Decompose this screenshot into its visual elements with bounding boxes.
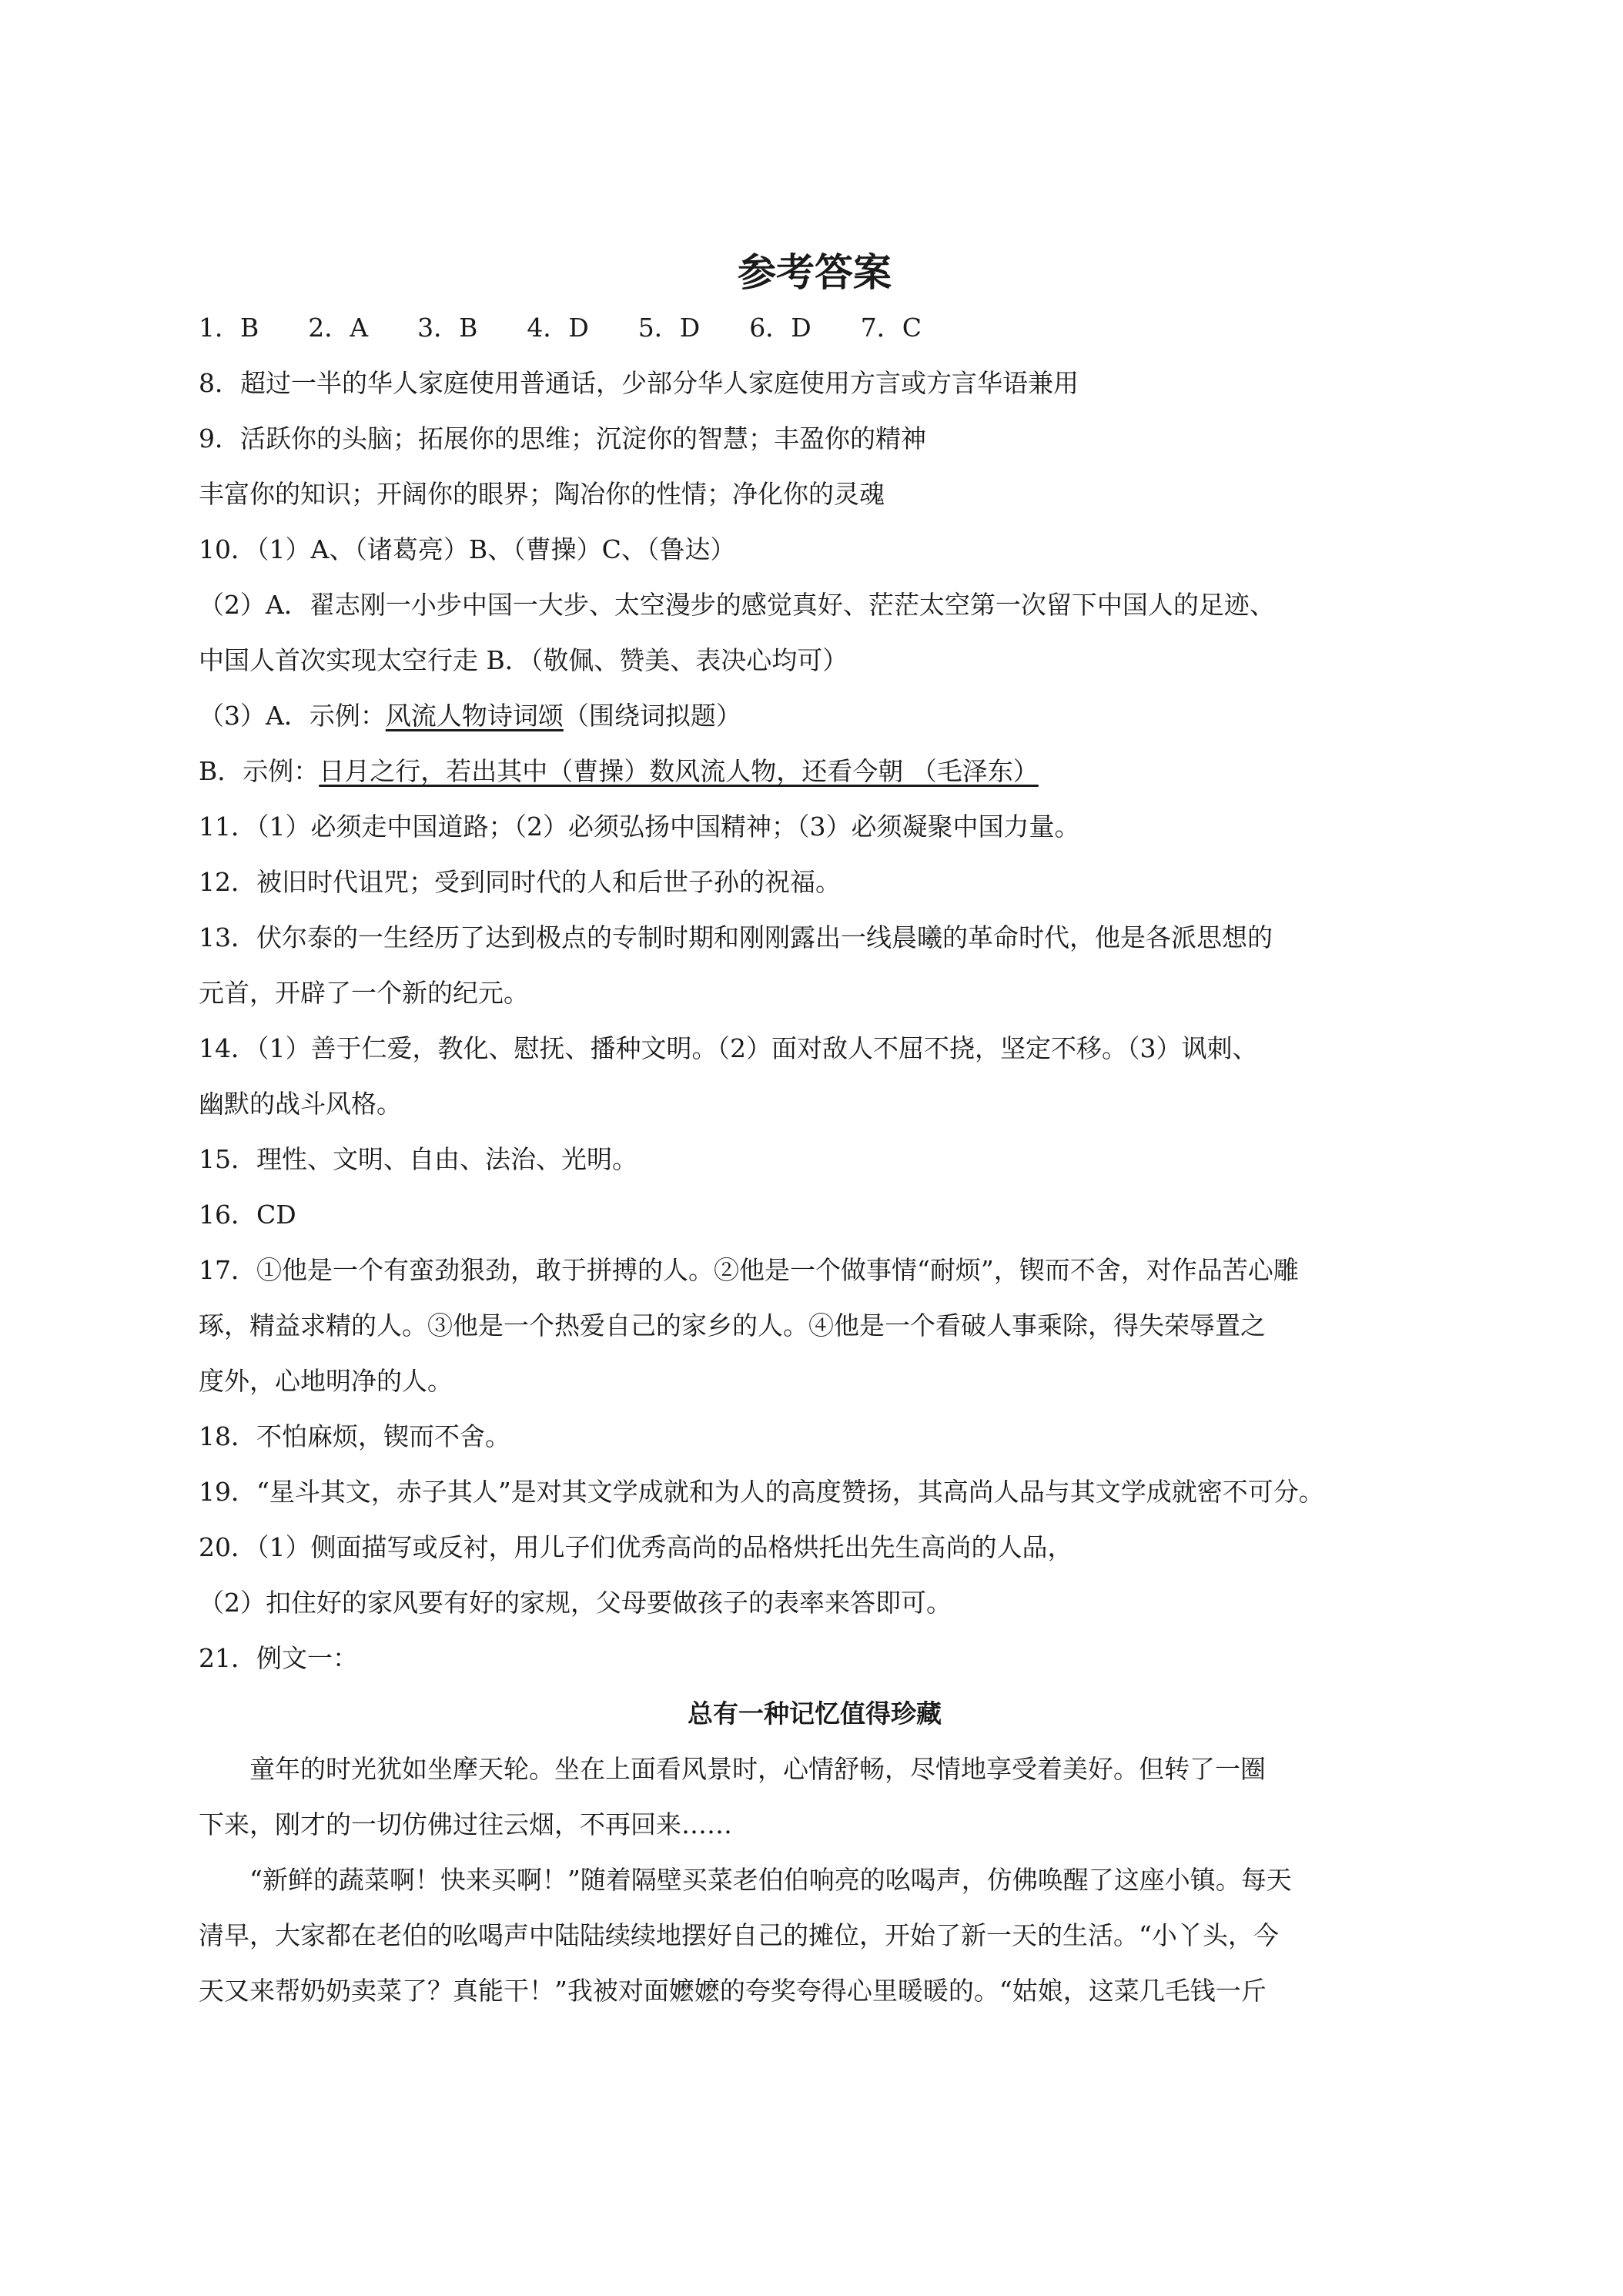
answer-3: 3．B [417, 313, 478, 343]
answer-13-line-1: 13．伏尔泰的一生经历了达到极点的专制时期和刚刚露出一线晨曦的革命时代，他是各派思想的 [199, 922, 1273, 952]
answer-10-part-3a-example: 风流人物诗词颂 [385, 701, 564, 731]
answer-10-part-1: 10．（1）A、（诸葛亮）B、（曹操）C、（鲁达） [199, 534, 736, 564]
answer-17-line-2: 琢，精益求精的人。③他是一个热爱自己的家乡的人。④他是一个看破人事乘除，得失荣辱置之 [199, 1310, 1266, 1340]
answer-21-heading: 21．例文一： [199, 1643, 358, 1673]
answer-15: 15．理性、文明、自由、法治、光明。 [199, 1144, 637, 1174]
essay-paragraph-2-line-1: “新鲜的蔬菜啊！快来买啊！”随着隔壁买菜老伯伯响亮的吆喝声，仿佛唤醒了这座小镇。每天 [249, 1865, 1292, 1895]
answer-10-part-3a [199, 688, 1431, 744]
essay-title: 总有一种记忆值得珍藏 [688, 1699, 942, 1729]
answer-10-part-2-line-1: （2）A．翟志刚一小步中国一大步、太空漫步的感觉真好、茫茫太空第一次留下中国人的足迹、 [199, 590, 1275, 620]
essay-paragraph-1-line-2: 下来，刚才的一切仿佛过往云烟，不再回来…… [199, 1809, 732, 1839]
page-title: 参考答案 [738, 249, 892, 295]
answer-sheet [199, 245, 1431, 2019]
answer-10-part-3b-example: 日月之行，若出其中（曹操）数风流人物，还看今朝 （毛泽东） [319, 756, 1039, 786]
answer-10-part-2-line-2: 中国人首次实现太空行走 B．（敬佩、赞美、表决心均可） [199, 645, 848, 675]
answer-14-line-1: 14．（1）善于仁爱，教化、慰抚、播种文明。（2）面对敌人不屈不挠，坚定不移。（3）讽刺、 [199, 1033, 1258, 1063]
essay-paragraph-2-line-3: 天又来帮奶奶卖菜了？真能干！”我被对面嬷嬷的夸奖夸得心里暖暖的。“姑娘，这菜几毛钱一斤 [199, 1976, 1267, 2006]
answer-1: 1．B [199, 313, 259, 343]
answer-13-line-2: 元首，开辟了一个新的纪元。 [199, 978, 529, 1008]
multiple-choice-answers [199, 300, 1431, 356]
answer-17-line-1: 17．①他是一个有蛮劲狠劲，敢于拼搏的人。②他是一个做事情“耐烦”，锲而不舍，对作品苦心雕 [199, 1255, 1299, 1285]
answer-17-line-3: 度外，心地明净的人。 [199, 1366, 453, 1396]
answer-18: 18．不怕麻烦，锲而不舍。 [199, 1421, 510, 1451]
answer-4: 4．D [527, 313, 589, 343]
answer-12: 12．被旧时代诅咒；受到同时代的人和后世子孙的祝福。 [199, 867, 841, 897]
answer-8: 8．超过一半的华人家庭使用普通话，少部分华人家庭使用方言或方言华语兼用 [199, 368, 1079, 398]
answer-9-line-1: 9．活跃你的头脑；拓展你的思维；沉淀你的智慧；丰盈你的精神 [199, 423, 926, 454]
answer-5: 5．D [637, 313, 701, 343]
answer-10-part-3a-suffix: （围绕词拟题） [563, 701, 741, 731]
answer-10-part-3a-prefix: （3）A．示例： [199, 701, 386, 731]
essay-paragraph-1-line-1: 童年的时光犹如坐摩天轮。坐在上面看风景时，心情舒畅，尽情地享受着美好。但转了一圈 [249, 1754, 1266, 1784]
answer-11: 11．（1）必须走中国道路；（2）必须弘扬中国精神；（3）必须凝聚中国力量。 [199, 812, 1080, 842]
answer-10-part-3b [199, 744, 1431, 799]
essay-paragraph-2-line-2: 清早，大家都在老伯的吆喝声中陆陆续续地摆好自己的摊位，开始了新一天的生活。“小丫头，今 [199, 1920, 1279, 1950]
answer-6: 6．D [749, 313, 812, 343]
answer-10-part-3b-prefix: B．示例： [199, 756, 320, 786]
answer-16: 16．CD [199, 1200, 296, 1230]
answer-20-line-2: （2）扣住好的家风要有好的家规，父母要做孩子的表率来答即可。 [199, 1588, 952, 1618]
answer-14-line-2: 幽默的战斗风格。 [199, 1089, 402, 1119]
answer-7: 7．C [860, 313, 922, 343]
answer-2: 2．A [308, 313, 369, 343]
answer-19: 19．“星斗其文，赤子其人”是对其文学成就和为人的高度赞扬，其高尚人品与其文学成就密不可分。 [199, 1477, 1324, 1507]
answer-20-line-1: 20．（1）侧面描写或反衬，用儿子们优秀高尚的品格烘托出先生高尚的人品， [199, 1532, 1073, 1562]
answer-9-line-2: 丰富你的知识；开阔你的眼界；陶冶你的性情；净化你的灵魂 [199, 479, 885, 509]
